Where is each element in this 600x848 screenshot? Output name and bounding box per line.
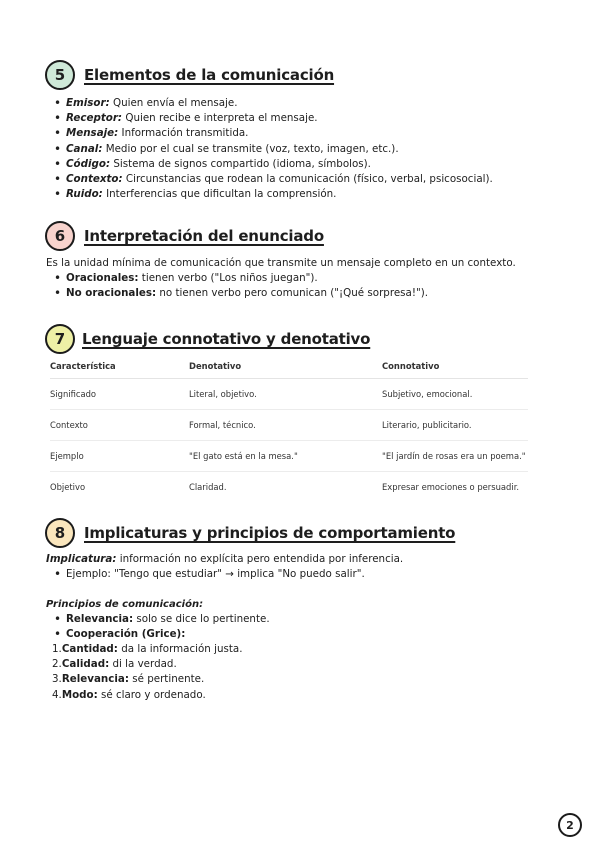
table-header-row <box>50 354 528 379</box>
section-8-heading <box>45 518 455 548</box>
list-item: • Receptor: Quien recibe e interpreta el mensaje. <box>50 111 493 126</box>
list-item: 3.Relevancia: sé pertinente. <box>52 673 205 686</box>
table-cell: "El gato está en la mesa." <box>189 441 382 472</box>
table-cell: Contexto <box>50 410 189 441</box>
section-title: Elementos de la comunicación <box>84 66 335 84</box>
page-number-badge: 2 <box>558 813 582 837</box>
section-number-badge: 6 <box>45 221 75 251</box>
column-header: Denotativo <box>189 354 382 379</box>
list-item: • No oracionales: no tienen verbo pero comunican ("¡Qué sorpresa!"). <box>50 286 428 301</box>
list-item: • Canal: Medio por el cual se transmite (voz, texto, imagen, etc.). <box>50 142 493 157</box>
table-cell: Literal, objetivo. <box>189 379 382 410</box>
connotative-denotative-table <box>50 354 528 502</box>
grice-maxims-list <box>52 642 242 703</box>
table-cell: Expresar emociones o persuadir. <box>382 482 520 492</box>
column-header: Característica <box>50 354 189 379</box>
communication-elements-list <box>50 96 493 202</box>
section-number-badge: 7 <box>45 324 75 354</box>
implicatura-definition: Implicatura: información no explícita pero entendida por inferencia. <box>46 553 404 565</box>
list-item: 2.Calidad: di la verdad. <box>52 658 177 671</box>
enunciado-types-list <box>50 271 428 301</box>
column-header: Connotativo <box>382 354 528 379</box>
section-5-heading <box>45 60 334 90</box>
table-row <box>50 472 528 503</box>
table-row <box>50 379 528 410</box>
table-row <box>50 441 528 472</box>
list-item: • Cooperación (Grice): <box>50 627 270 642</box>
table-cell: Objetivo <box>50 482 86 492</box>
table-cell: Subjetivo, emocional. <box>382 379 528 410</box>
principles-list <box>50 612 270 642</box>
table-cell: Formal, técnico. <box>189 410 382 441</box>
section-title: Lenguaje connotativo y denotativo <box>82 330 371 348</box>
list-item: • Ejemplo: "Tengo que estudiar" → implica "No puedo salir". <box>50 567 365 582</box>
implicatura-example-list <box>50 567 365 582</box>
list-item: • Código: Sistema de signos compartido (idioma, símbolos). <box>50 157 493 172</box>
list-item: • Emisor: Quien envía el mensaje. <box>50 96 493 111</box>
list-item: 4.Modo: sé claro y ordenado. <box>52 688 206 701</box>
section-title: Interpretación del enunciado <box>84 227 324 245</box>
table-cell: Literario, publicitario. <box>382 410 528 441</box>
list-item: • Ruido: Interferencias que dificultan la comprensión. <box>50 187 493 202</box>
table-cell: Claridad. <box>189 482 227 492</box>
section-7-heading <box>45 324 370 354</box>
section-number-badge: 5 <box>45 60 75 90</box>
section-title: Implicaturas y principios de comportamiento <box>84 524 456 542</box>
list-item: • Contexto: Circunstancias que rodean la comunicación (físico, verbal, psicosocial). <box>50 172 493 187</box>
table-cell: "El jardín de rosas era un poema." <box>382 441 528 472</box>
list-item: • Mensaje: Información transmitida. <box>50 126 493 141</box>
list-item: • Oracionales: tienen verbo ("Los niños juegan"). <box>50 271 428 286</box>
table-cell: Ejemplo <box>50 441 189 472</box>
section-6-heading <box>45 221 324 251</box>
enunciado-definition: Es la unidad mínima de comunicación que transmite un mensaje completo en un contexto. <box>46 257 516 269</box>
section-number-badge: 8 <box>45 518 75 548</box>
table-cell: Significado <box>50 379 189 410</box>
principles-heading: Principios de comunicación: <box>46 599 204 610</box>
table-row <box>50 410 528 441</box>
list-item: 1.Cantidad: da la información justa. <box>52 643 243 655</box>
list-item: • Relevancia: solo se dice lo pertinente. <box>50 612 270 627</box>
